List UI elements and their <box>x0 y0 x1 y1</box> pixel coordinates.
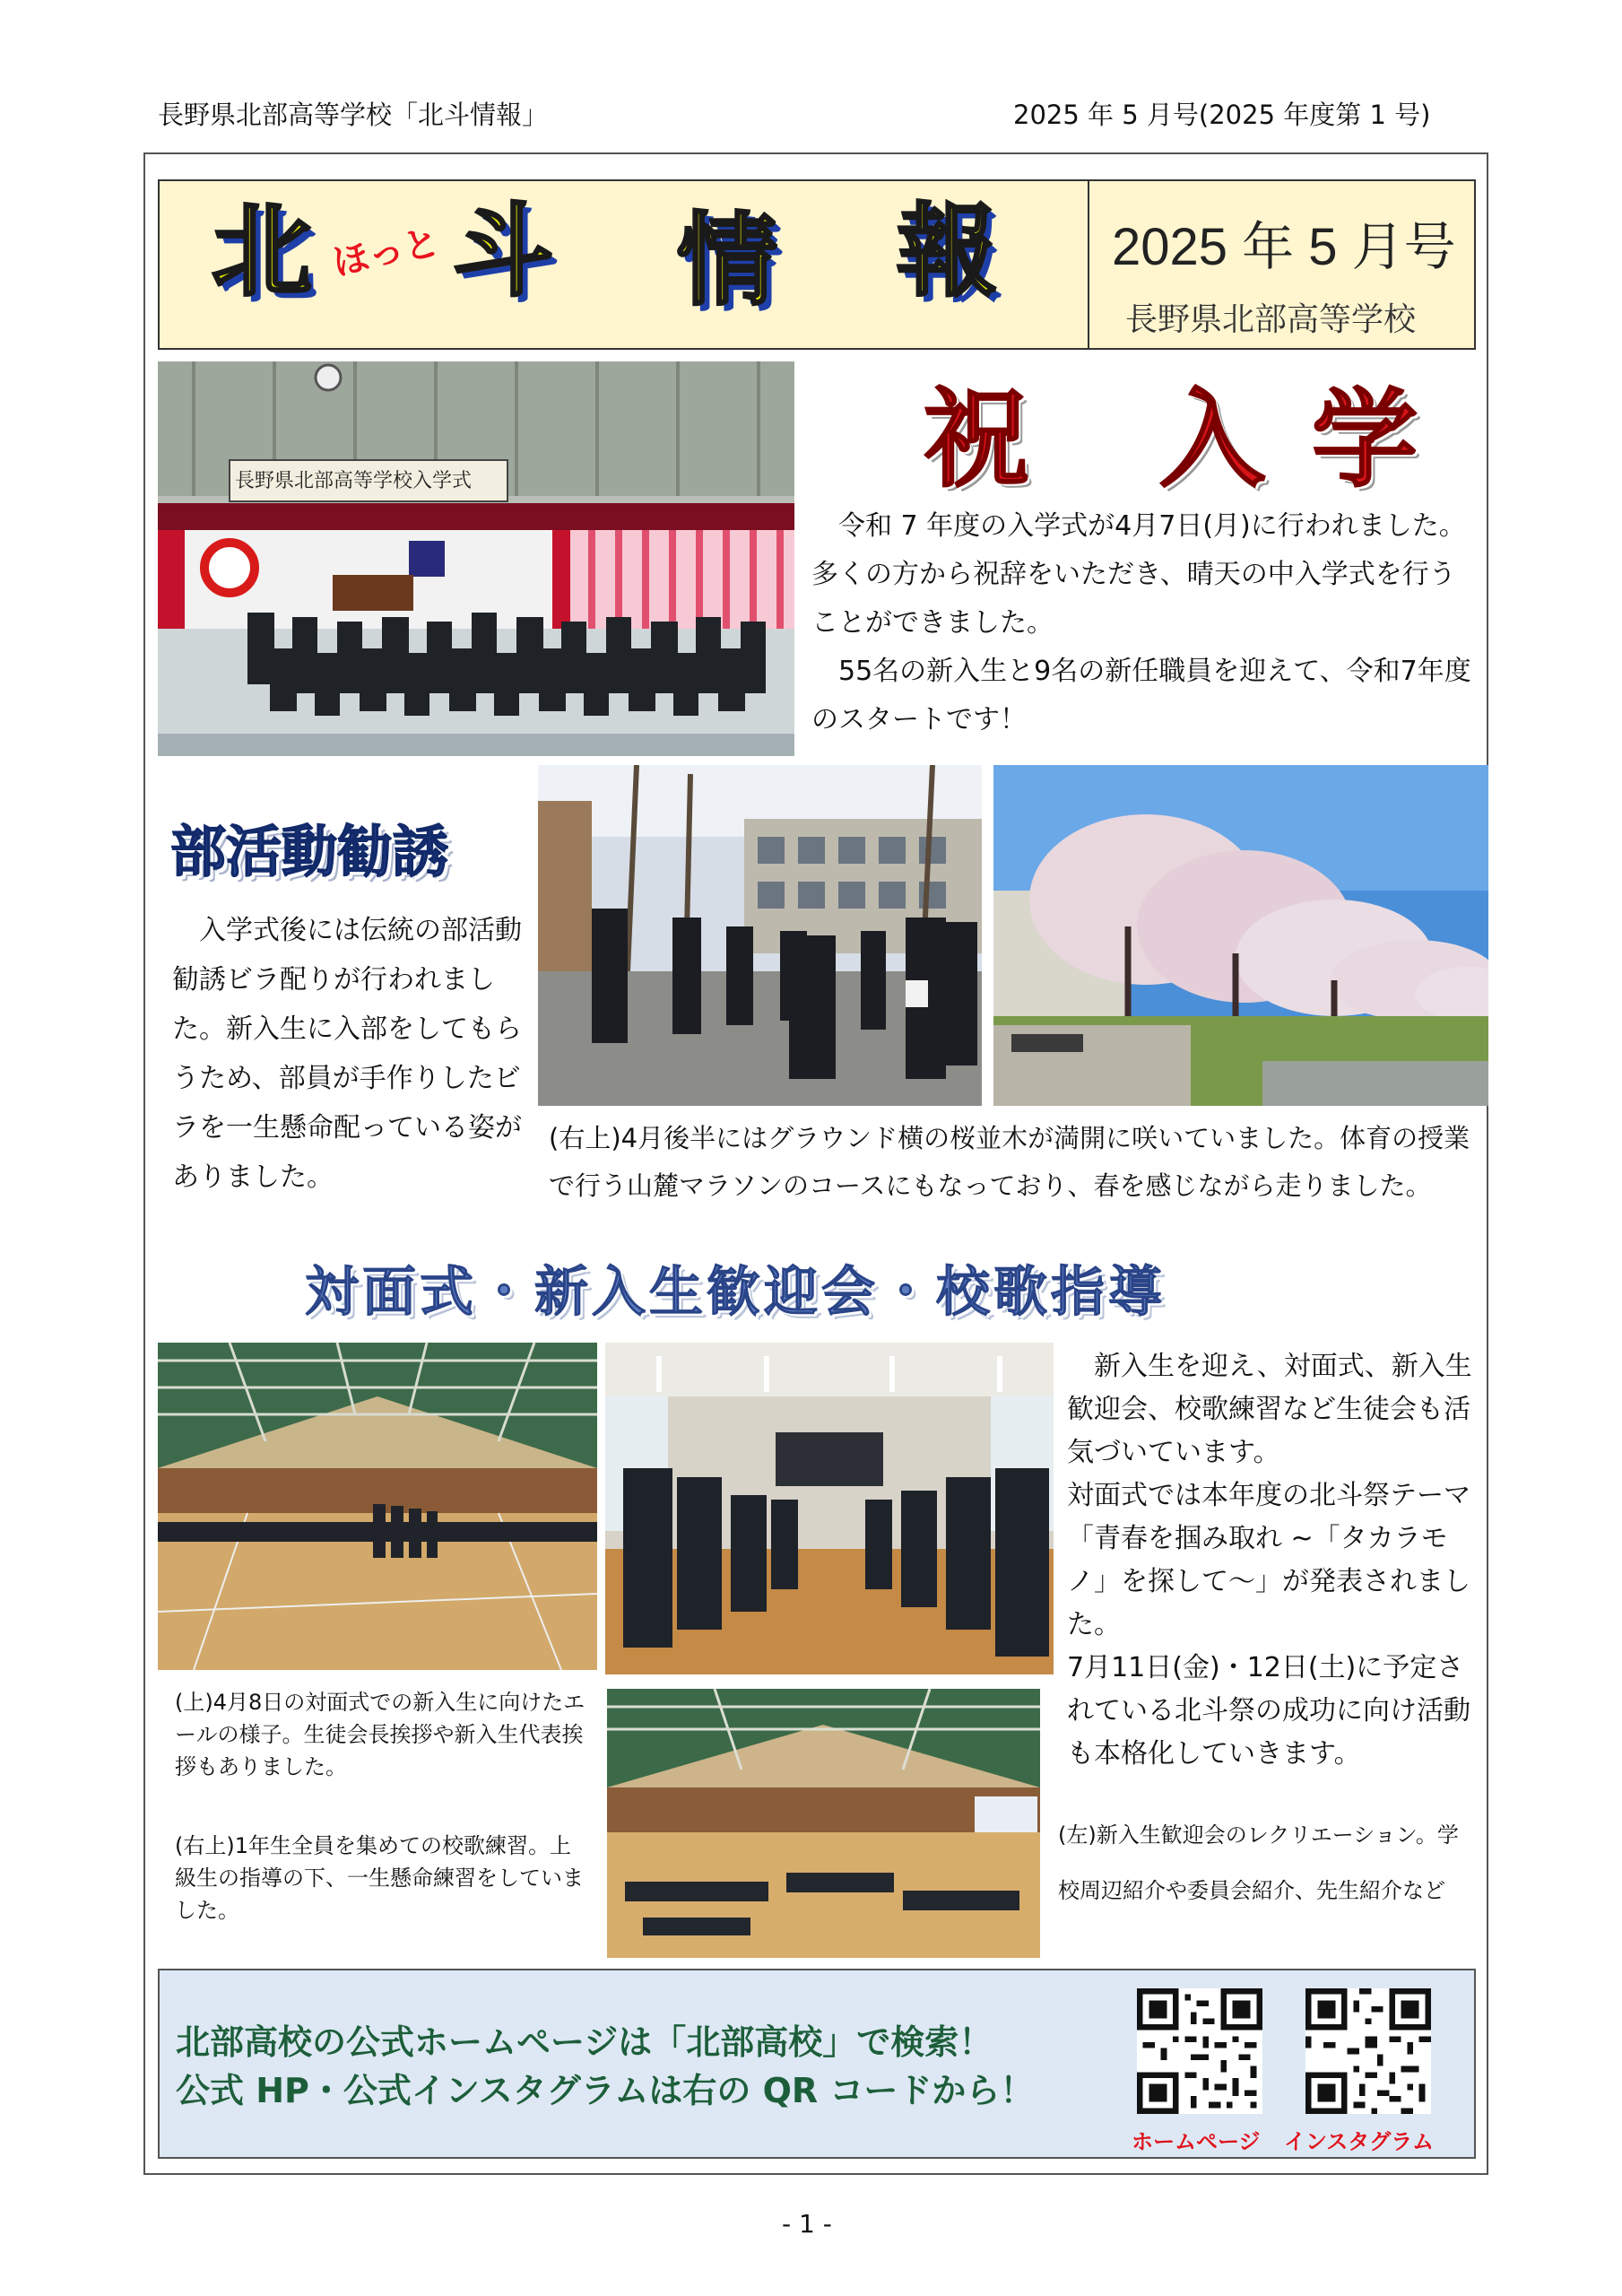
welcome-text <box>1067 1345 1479 1776</box>
masthead-char-jou: 情 <box>677 203 777 319</box>
welcome-party-photo <box>607 1689 1040 1958</box>
masthead-char-north: 北 <box>212 194 312 310</box>
cherry-caption: (右上)4月後半にはグラウンド横の桜並木が満開に咲いていました。体育の授業で行う山麓マラソンのコースにもなっており、春を感じながら走りました。 <box>549 1123 1470 1201</box>
entrance-ceremony-photo <box>158 361 794 756</box>
club-recruiting-photo <box>538 765 982 1106</box>
facing-ceremony-caption: (上)4月8日の対面式での新入生に向けたエールの様子。生徒会長挨拶や新入生代表挨拶もありました。 <box>175 1690 585 1779</box>
masthead-issue: 2025 年 5 月号 <box>1112 218 1456 276</box>
page-number: - 1 - <box>782 2209 832 2239</box>
masthead-small-hotto: ほっと <box>329 221 444 284</box>
club-heading: 部活動勧誘 <box>170 819 449 884</box>
masthead-char-dipper: 斗 <box>453 194 553 310</box>
welcome-paragraph-3: 7月11日(金)・12日(土)に予定されている北斗祭の成功に向け活動も本格化していきます。 <box>1067 1652 1470 1770</box>
masthead-divider <box>1088 179 1089 350</box>
masthead-school: 長野県北部高等学校 <box>1125 301 1417 338</box>
song-practice-caption: (右上)1年生全員を集めての校歌練習。上級生の指導の下、一生懸命練習をしていました。 <box>175 1833 584 1923</box>
club-text: 入学式後には伝統の部活動勧誘ビラ配りが行われました。新入生に入部をしてもらうため、部員が手作りしたビラを一生懸命配っている姿がありました。 <box>172 915 522 1193</box>
instagram-qr-label: インスタグラム <box>1284 2129 1435 2154</box>
welcome-paragraph-2: 対面式では本年度の北斗祭テーマ「青春を掴み取れ ~「タカラモノ」を探して～」が発表されました。 <box>1067 1480 1470 1640</box>
welcome-party-caption: (左)新入生歓迎会のレクリエーション。学校周辺紹介や委員会紹介、先生紹介など <box>1058 1822 1459 1903</box>
running-header-left: 長野県北部高等学校「北斗情報」 <box>158 100 549 130</box>
homepage-qr-label: ホームページ <box>1132 2129 1261 2154</box>
instagram-qr-icon[interactable] <box>1305 1988 1431 2114</box>
footer-line-1: 北部高校の公式ホームページは「北部高校」で検索！ <box>176 2022 993 2062</box>
cherry-blossom-photo <box>993 765 1488 1106</box>
welcome-party-caption-block <box>1058 1807 1479 1918</box>
club-text-block <box>172 906 535 1202</box>
entrance-paragraph-1: 令和 7 年度の入学式が4月7日(月)に行われました。多くの方から祝辞をいただき、晴天の中入学式を行うことができました。 <box>811 510 1466 639</box>
welcome-heading: 対面式・新入生歓迎会・校歌指導 <box>305 1261 1166 1324</box>
masthead-char-hou: 報 <box>897 194 997 310</box>
school-song-practice-photo <box>605 1343 1054 1674</box>
cherry-caption-block <box>549 1115 1481 1210</box>
facing-ceremony-caption-block <box>175 1686 587 1783</box>
entrance-paragraph-2: 55名の新入生と9名の新任職員を迎えて、令和7年度のスタートです！ <box>811 656 1471 735</box>
running-header-right: 2025 年 5 月号(2025 年度第 1 号) <box>1013 100 1431 130</box>
entrance-heading: 祝 入学 <box>924 377 1465 501</box>
song-practice-caption-block <box>175 1830 587 1926</box>
ceremony-banner-sign: 長野県北部高等学校入学式 <box>235 470 473 492</box>
facing-ceremony-photo <box>158 1343 597 1670</box>
homepage-qr-icon[interactable] <box>1137 1988 1262 2114</box>
welcome-paragraph-1: 新入生を迎え、対面式、新入生歓迎会、校歌練習など生徒会も活気づいています。 <box>1067 1351 1472 1468</box>
footer-line-2: 公式 HP・公式インスタグラムは右の QR コードから！ <box>176 2071 1035 2110</box>
entrance-text <box>811 502 1475 744</box>
